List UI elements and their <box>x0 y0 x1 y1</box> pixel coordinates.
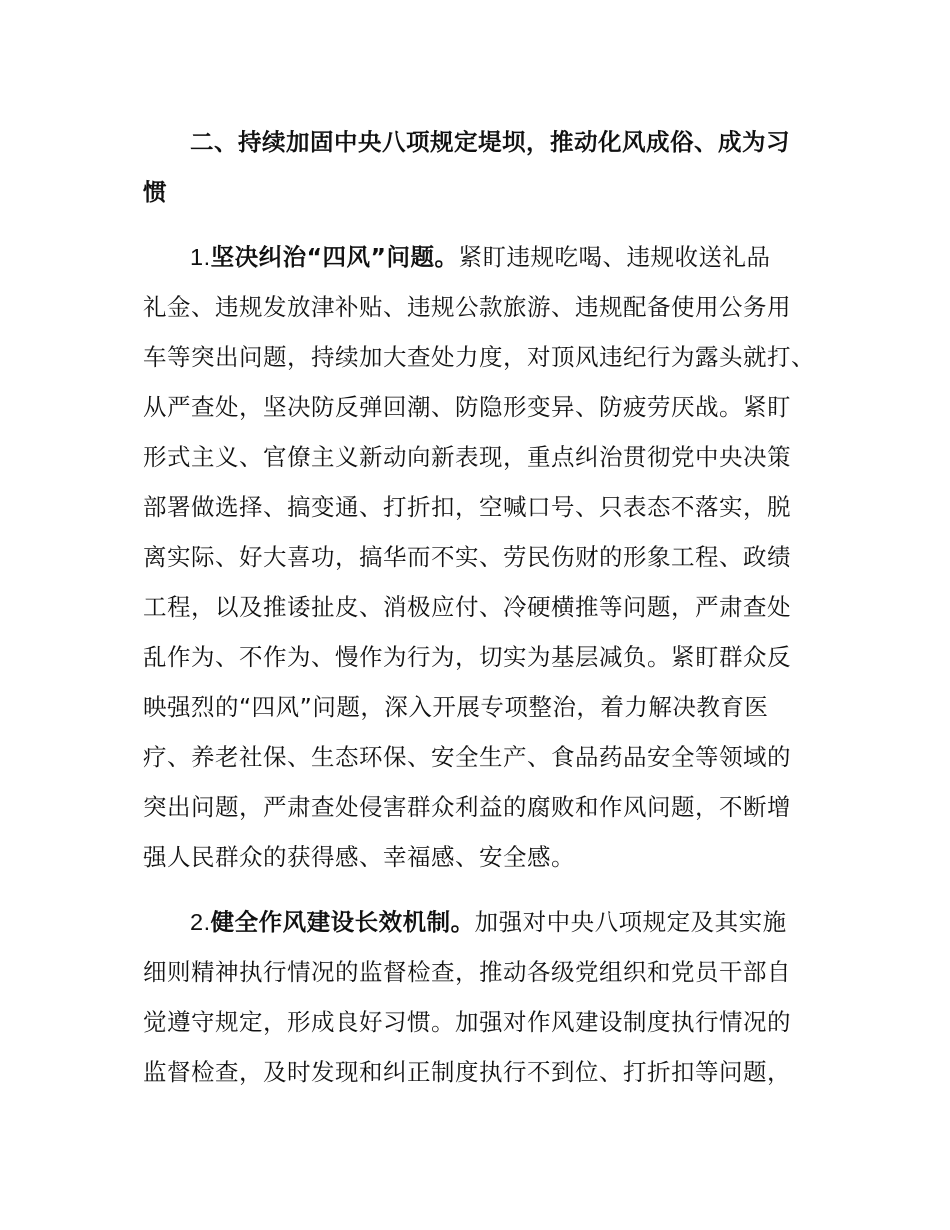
item-2-title: 健全作风建设长效机制。 <box>210 908 475 936</box>
item-1-line: 映强烈的“四风”问题，深入开展专项整治，着力解决教育医 <box>143 693 769 721</box>
item-1-line: 强人民群众的获得感、幸福感、安全感。 <box>143 843 575 871</box>
item-2-line: 细则精神执行情况的监督检查，推动各级党组织和党员干部自 <box>143 958 791 986</box>
item-1-line: 乱作为、不作为、慢作为行为，切实为基层减负。紧盯群众反 <box>143 643 791 671</box>
item-1-line: 车等突出问题，持续加大查处力度，对顶风违纪行为露头就打、 <box>143 343 815 371</box>
item-1-first-line <box>190 237 830 277</box>
item-1-line: 从严查处，坚决防反弹回潮、防隐形变异、防疲劳厌战。紧盯 <box>143 393 791 421</box>
item-1-line: 形式主义、官僚主义新动向新表现，重点纠治贯彻党中央决策 <box>143 443 791 471</box>
section-heading-line-1: 二、持续加固中央八项规定堤坝，推动化风成俗、成为习 <box>190 128 790 156</box>
item-1-line: 部署做选择、搞变通、打折扣，空喊口号、只表态不落实，脱 <box>143 493 791 521</box>
item-1-line: 疗、养老社保、生态环保、安全生产、食品药品安全等领域的 <box>143 743 791 771</box>
item-2-first-line <box>190 902 830 942</box>
item-1-title: 坚决纠治“四风”问题。 <box>210 243 459 271</box>
section-heading-line-2: 惯 <box>143 178 167 206</box>
item-2-first-line-text: 加强对中央八项规定及其实施 <box>474 908 787 936</box>
item-2-line: 觉遵守规定，形成良好习惯。加强对作风建设制度执行情况的 <box>143 1008 791 1036</box>
item-1-first-line-text: 紧盯违规吃喝、违规收送礼品 <box>458 243 771 271</box>
item-2-number: 2. <box>190 909 211 935</box>
item-1-line: 离实际、好大喜功，搞华而不实、劳民伤财的形象工程、政绩 <box>143 543 791 571</box>
item-2-line: 监督检查，及时发现和纠正制度执行不到位、打折扣等问题， <box>143 1058 791 1086</box>
item-1-line: 突出问题，严肃查处侵害群众利益的腐败和作风问题，不断增 <box>143 793 791 821</box>
item-1-line: 礼金、违规发放津补贴、违规公款旅游、违规配备使用公务用 <box>143 293 791 321</box>
item-1-line: 工程，以及推诿扯皮、消极应付、冷硬横推等问题，严肃查处 <box>143 593 791 621</box>
item-1-number: 1. <box>190 244 211 270</box>
